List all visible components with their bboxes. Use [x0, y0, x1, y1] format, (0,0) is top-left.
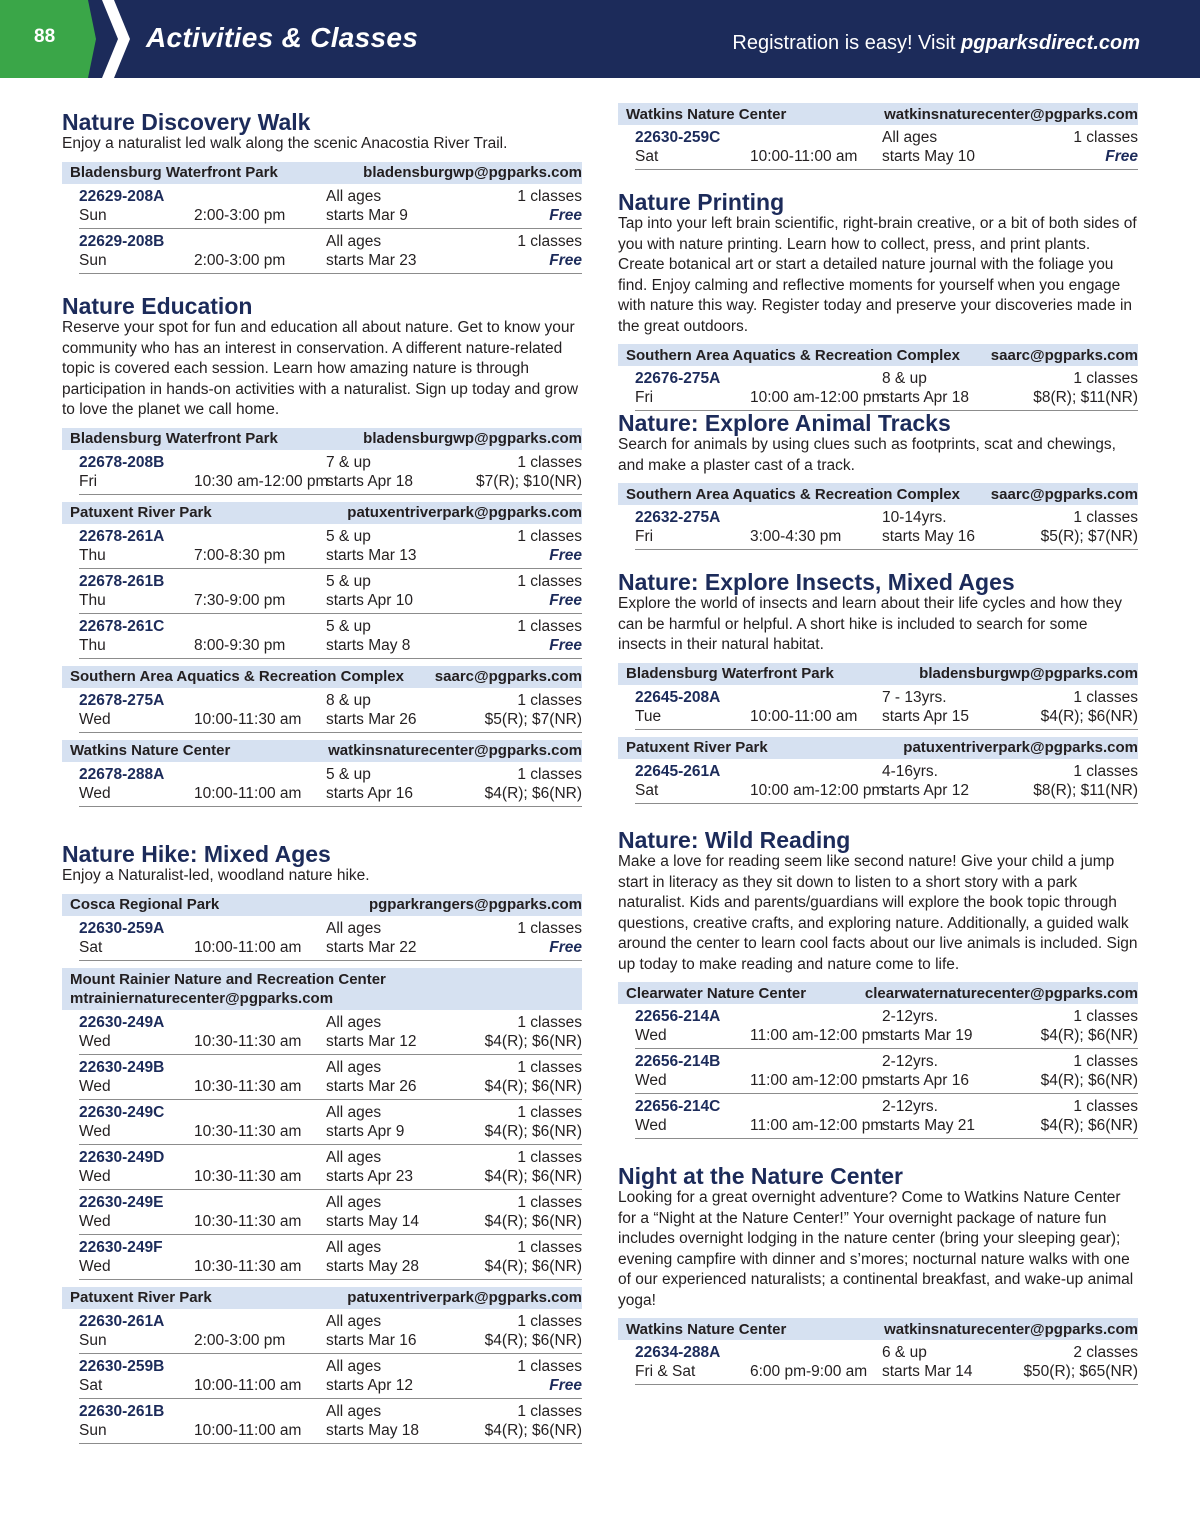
- class-row: [79, 524, 582, 569]
- class-count: 1 classes: [517, 691, 582, 709]
- class-count: 1 classes: [1073, 129, 1138, 146]
- course-code[interactable]: 22630-259B: [79, 1357, 165, 1375]
- class-count: 1 classes: [1073, 688, 1138, 706]
- course-code[interactable]: 22656-214B: [635, 1053, 721, 1070]
- age-range: All ages: [326, 919, 382, 937]
- class-count: 1 classes: [517, 1312, 582, 1330]
- class-time: 2:00-3:00 pm: [194, 1331, 286, 1349]
- course-code[interactable]: 22656-214C: [635, 1098, 721, 1115]
- class-day: Fri: [635, 528, 654, 545]
- start-date: starts May 16: [882, 528, 976, 545]
- class-time: 10:30-11:30 am: [194, 1122, 302, 1140]
- class-row: [635, 505, 1138, 550]
- class-day: Wed: [79, 1212, 111, 1230]
- class-count: 1 classes: [517, 1103, 582, 1121]
- start-date: starts Apr 12: [882, 781, 970, 799]
- class-row: [635, 366, 1138, 411]
- class-row: [79, 1309, 582, 1354]
- class-fee: $4(R); $6(NR): [484, 784, 582, 802]
- age-range: 5 & up: [326, 765, 371, 783]
- course-section: [62, 108, 582, 274]
- course-section: [62, 840, 582, 1444]
- start-date: starts May 10: [882, 148, 976, 165]
- class-row: [79, 916, 582, 961]
- class-count: 1 classes: [517, 1148, 582, 1166]
- course-code[interactable]: 22630-261B: [79, 1402, 165, 1420]
- class-fee: $7(R); $10(NR): [476, 472, 582, 490]
- class-count: 1 classes: [517, 1402, 582, 1420]
- class-time: 10:30-11:30 am: [194, 1257, 302, 1275]
- header-bar: [0, 0, 1200, 78]
- class-count: 1 classes: [517, 232, 582, 250]
- class-time: 3:00-4:30 pm: [750, 528, 842, 545]
- course-section: [618, 409, 1138, 550]
- class-row: [79, 450, 582, 495]
- age-range: 2-12yrs.: [882, 1053, 938, 1070]
- location-name: Southern Area Aquatics & Recreation Complex: [626, 485, 960, 503]
- location-email[interactable]: saarc@pgparks.com: [434, 668, 582, 685]
- registration-text: Registration is easy! Visit: [732, 32, 962, 54]
- class-row: [79, 1235, 582, 1280]
- class-count: 1 classes: [517, 187, 582, 205]
- location-header: [618, 737, 1138, 759]
- start-date: starts May 14: [326, 1212, 420, 1230]
- location-email[interactable]: saarc@pgparks.com: [990, 346, 1138, 364]
- course-code[interactable]: 22676-275A: [635, 370, 721, 387]
- class-time: 11:00 am-12:00 pm: [750, 1072, 884, 1089]
- start-date: starts Apr 18: [882, 389, 970, 406]
- class-count: 1 classes: [1073, 1008, 1138, 1025]
- location-name: Bladensburg Waterfront Park: [70, 430, 278, 447]
- class-time: 10:00-11:00 am: [750, 707, 858, 725]
- class-row: [79, 1145, 582, 1190]
- course-description: Reserve your spot for fun and education all about nature. Get to know your community who has an interest in conservation. A different nature-related topic is covered each session. Learn how amazing nature is through participation in hands-on activities with a naturalist. Sign up today and grow to love the planet we call home.: [62, 319, 579, 418]
- class-day: Wed: [79, 1077, 111, 1095]
- class-row: [79, 1055, 582, 1100]
- class-day: Sun: [79, 206, 107, 224]
- course-code[interactable]: 22630-259C: [635, 129, 721, 146]
- class-row: [635, 759, 1138, 804]
- course-title: Nature Hike: Mixed Ages: [62, 841, 331, 867]
- class-fee: Free: [549, 251, 582, 269]
- class-day: Thu: [79, 636, 106, 654]
- age-range: 7 - 13yrs.: [882, 688, 947, 706]
- location-name: Patuxent River Park: [626, 739, 768, 756]
- age-range: All ages: [326, 1357, 382, 1375]
- location-email[interactable]: saarc@pgparks.com: [990, 485, 1138, 503]
- course-code[interactable]: 22634-288A: [635, 1344, 721, 1361]
- course-title: Night at the Nature Center: [618, 1163, 903, 1189]
- start-date: starts Apr 23: [326, 1167, 414, 1185]
- start-date: starts Apr 9: [326, 1122, 405, 1140]
- course-code[interactable]: 22678-261C: [79, 617, 165, 635]
- start-date: starts May 18: [326, 1421, 420, 1439]
- location-header: [62, 428, 582, 450]
- class-count: 1 classes: [517, 572, 582, 590]
- class-fee: Free: [549, 1376, 582, 1394]
- class-day: Thu: [79, 591, 106, 609]
- class-count: 1 classes: [517, 453, 582, 471]
- location-header: [618, 1318, 1138, 1340]
- class-count: 1 classes: [517, 919, 582, 937]
- class-day: Sun: [79, 1421, 107, 1439]
- class-count: 1 classes: [1073, 762, 1138, 780]
- location-email[interactable]: patuxentriverpark@pgparks.com: [347, 1289, 582, 1306]
- class-count: 1 classes: [1073, 1053, 1138, 1070]
- location-email[interactable]: pgparkrangers@pgparks.com: [368, 896, 582, 913]
- course-section: [618, 1162, 1138, 1385]
- age-range: 6 & up: [882, 1344, 927, 1361]
- class-fee: $4(R); $6(NR): [1040, 1072, 1138, 1089]
- course-code[interactable]: 22630-261A: [79, 1312, 165, 1330]
- course-section: [618, 188, 1138, 411]
- class-row: [79, 762, 582, 807]
- course-description: Search for animals by using clues such as footprints, scat and chewings, and make a plaster cast of a track.: [618, 436, 1116, 474]
- start-date: starts Mar 22: [326, 938, 417, 956]
- class-fee: $4(R); $6(NR): [1040, 1117, 1138, 1134]
- course-code[interactable]: 22630-249A: [79, 1013, 165, 1031]
- location-header: [62, 968, 582, 1010]
- class-fee: $4(R); $6(NR): [484, 1122, 582, 1140]
- location-name: Southern Area Aquatics & Recreation Complex: [626, 346, 960, 364]
- course-code[interactable]: 22629-208B: [79, 232, 165, 250]
- class-time: 6:00 pm-9:00 am: [750, 1363, 868, 1380]
- course-code[interactable]: 22630-249C: [79, 1103, 165, 1121]
- class-fee: $4(R); $6(NR): [484, 1167, 582, 1185]
- course-code[interactable]: 22630-249E: [79, 1193, 164, 1211]
- class-row: [79, 229, 582, 274]
- class-row: [635, 685, 1138, 730]
- class-time: 10:00 am-12:00 pm: [750, 389, 885, 406]
- class-time: 10:30 am-12:00 pm: [194, 472, 329, 490]
- class-row: [79, 1100, 582, 1145]
- start-date: starts Apr 10: [326, 591, 414, 609]
- location-email[interactable]: watkinsnaturecenter@pgparks.com: [884, 105, 1138, 123]
- location-email[interactable]: mtrainiernaturecenter@pgparks.com: [70, 989, 334, 1007]
- course-code[interactable]: 22678-275A: [79, 691, 165, 709]
- location-name: Mount Rainier Nature and Recreation Center: [70, 970, 386, 988]
- class-day: Fri: [79, 472, 98, 490]
- class-count: 1 classes: [1073, 370, 1138, 387]
- age-range: All ages: [326, 1402, 382, 1420]
- page-number: 88: [34, 26, 56, 47]
- location-header: [618, 663, 1138, 685]
- age-range: 4-16yrs.: [882, 762, 938, 780]
- location-name: Watkins Nature Center: [70, 742, 231, 759]
- class-day: Sat: [79, 938, 103, 956]
- location-email[interactable]: watkinsnaturecenter@pgparks.com: [884, 1320, 1138, 1338]
- start-date: starts Mar 13: [326, 546, 417, 564]
- course-code[interactable]: 22645-261A: [635, 762, 721, 780]
- class-day: Tue: [635, 707, 662, 725]
- location-name: Cosca Regional Park: [70, 896, 220, 913]
- start-date: starts Mar 9: [326, 206, 408, 224]
- location-email[interactable]: bladensburgwp@pgparks.com: [919, 665, 1138, 682]
- age-range: All ages: [326, 232, 382, 250]
- class-row: [635, 1004, 1138, 1049]
- class-time: 10:00-11:30 am: [194, 710, 302, 728]
- class-fee: Free: [549, 938, 582, 956]
- age-range: All ages: [326, 1148, 382, 1166]
- class-fee: $50(R); $65(NR): [1023, 1363, 1138, 1380]
- location-name: Clearwater Nature Center: [626, 984, 807, 1002]
- class-fee: Free: [549, 206, 582, 224]
- class-fee: $4(R); $6(NR): [484, 1331, 582, 1349]
- course-title: Nature Printing: [618, 189, 785, 215]
- class-row: [635, 1094, 1138, 1139]
- location-name: Bladensburg Waterfront Park: [70, 164, 278, 181]
- class-time: 10:00-11:00 am: [194, 784, 302, 802]
- registration-note: [732, 32, 1140, 55]
- course-title: Nature: Explore Animal Tracks: [618, 410, 951, 436]
- location-header: [62, 740, 582, 762]
- age-range: 5 & up: [326, 617, 371, 635]
- age-range: All ages: [882, 129, 938, 146]
- class-time: 10:00-11:00 am: [194, 1421, 302, 1439]
- class-day: Wed: [79, 1032, 111, 1050]
- course-section: [62, 292, 582, 807]
- location-header: [618, 103, 1138, 125]
- course-section: [618, 826, 1138, 1139]
- class-day: Wed: [79, 1122, 111, 1140]
- course-description: Make a love for reading seem like second nature! Give your child a jump start in literacy as they sit down to listen to a short story with a park naturalist. Kids and parents/guardians will explore the book topic through questions, creative crafts, and exploring nature. Additionally, a guided walk around the center to learn cool facts about our live animals is included. Sign up today to make reading and nature come to life.: [618, 853, 1138, 973]
- course-code[interactable]: 22678-288A: [79, 765, 165, 783]
- age-range: 5 & up: [326, 527, 371, 545]
- class-count: 1 classes: [517, 765, 582, 783]
- class-fee: Free: [549, 591, 582, 609]
- course-code[interactable]: 22678-261A: [79, 527, 165, 545]
- class-day: Wed: [635, 1027, 667, 1044]
- class-count: 1 classes: [1073, 1098, 1138, 1115]
- class-fee: $5(R); $7(NR): [1040, 528, 1138, 545]
- class-fee: $4(R); $6(NR): [484, 1212, 582, 1230]
- age-range: All ages: [326, 187, 382, 205]
- class-count: 1 classes: [1073, 509, 1138, 526]
- course-description: Tap into your left brain scientific, right-brain creative, or a bit of both sides of you with nature printing. Learn how to collect, press, and print plants. Create botanical art or start a detailed nature journal with the foliage you find. Enjoy calming and reflective moments for yourself when you engage with nature this way. Register today and preserve your discoveries made in the great outdoors.: [618, 215, 1137, 335]
- start-date: starts Apr 12: [326, 1376, 414, 1394]
- course-code[interactable]: 22678-261B: [79, 572, 165, 590]
- class-day: Sat: [79, 1376, 103, 1394]
- age-range: 8 & up: [326, 691, 371, 709]
- class-fee: Free: [549, 546, 582, 564]
- age-range: 5 & up: [326, 572, 371, 590]
- class-time: 8:00-9:30 pm: [194, 636, 286, 654]
- class-row: [79, 1399, 582, 1444]
- class-time: 11:00 am-12:00 pm: [750, 1117, 884, 1134]
- class-day: Wed: [635, 1117, 667, 1134]
- location-name: Bladensburg Waterfront Park: [626, 665, 834, 682]
- start-date: starts Mar 23: [326, 251, 417, 269]
- location-email[interactable]: clearwaternaturecenter@pgparks.com: [864, 984, 1138, 1002]
- course-code[interactable]: 22630-249F: [79, 1238, 163, 1256]
- location-email[interactable]: patuxentriverpark@pgparks.com: [347, 504, 582, 521]
- class-count: 1 classes: [517, 1238, 582, 1256]
- course-title: Nature: Explore Insects, Mixed Ages: [618, 569, 1015, 595]
- class-fee: $4(R); $6(NR): [1040, 707, 1138, 725]
- location-email[interactable]: patuxentriverpark@pgparks.com: [903, 739, 1138, 756]
- age-range: All ages: [326, 1013, 382, 1031]
- course-code[interactable]: 22678-208B: [79, 453, 165, 471]
- course-section: [618, 103, 1138, 170]
- class-count: 1 classes: [517, 1058, 582, 1076]
- class-fee: $4(R); $6(NR): [484, 1257, 582, 1275]
- age-range: All ages: [326, 1193, 382, 1211]
- start-date: starts Apr 16: [882, 1072, 970, 1089]
- course-description: Enjoy a Naturalist-led, woodland nature hike.: [62, 867, 370, 884]
- class-day: Sun: [79, 1331, 107, 1349]
- start-date: starts Mar 12: [326, 1032, 417, 1050]
- location-header: [618, 982, 1138, 1004]
- class-count: 1 classes: [517, 527, 582, 545]
- start-date: starts Mar 26: [326, 710, 417, 728]
- course-code[interactable]: 22632-275A: [635, 509, 721, 526]
- location-header: [62, 502, 582, 524]
- class-count: 1 classes: [517, 1357, 582, 1375]
- class-time: 7:30-9:00 pm: [194, 591, 286, 609]
- class-time: 10:00-11:00 am: [194, 938, 302, 956]
- location-name: Watkins Nature Center: [626, 1320, 787, 1338]
- class-row: [79, 1190, 582, 1235]
- course-section: [618, 568, 1138, 804]
- course-code[interactable]: 22630-249B: [79, 1058, 165, 1076]
- age-range: All ages: [326, 1312, 382, 1330]
- class-row: [79, 1010, 582, 1055]
- location-email[interactable]: watkinsnaturecenter@pgparks.com: [328, 742, 582, 759]
- start-date: starts Mar 16: [326, 1331, 417, 1349]
- course-code[interactable]: 22656-214A: [635, 1008, 721, 1025]
- class-fee: Free: [1105, 148, 1138, 165]
- class-fee: $8(R); $11(NR): [1033, 389, 1138, 406]
- course-title: Nature: Wild Reading: [618, 827, 851, 853]
- start-date: starts Mar 14: [882, 1363, 973, 1380]
- location-email[interactable]: bladensburgwp@pgparks.com: [363, 164, 582, 181]
- class-row: [79, 614, 582, 659]
- class-time: 10:30-11:30 am: [194, 1167, 302, 1185]
- registration-link[interactable]: pgparksdirect.com: [961, 32, 1140, 54]
- start-date: starts May 8: [326, 636, 411, 654]
- class-time: 2:00-3:00 pm: [194, 251, 286, 269]
- class-count: 2 classes: [1073, 1344, 1138, 1361]
- class-count: 1 classes: [517, 1193, 582, 1211]
- class-fee: $8(R); $11(NR): [1033, 781, 1138, 799]
- class-time: 2:00-3:00 pm: [194, 206, 286, 224]
- section-title: Activities & Classes: [146, 22, 419, 53]
- class-time: 10:00-11:00 am: [194, 1376, 302, 1394]
- class-fee: $4(R); $6(NR): [484, 1077, 582, 1095]
- class-time: 10:30-11:30 am: [194, 1032, 302, 1050]
- class-time: 10:30-11:30 am: [194, 1077, 302, 1095]
- class-row: [79, 184, 582, 229]
- class-day: Wed: [79, 1167, 111, 1185]
- age-range: 2-12yrs.: [882, 1008, 938, 1025]
- age-range: 8 & up: [882, 370, 927, 387]
- class-day: Wed: [79, 784, 111, 802]
- class-day: Sun: [79, 251, 107, 269]
- class-day: Wed: [79, 710, 111, 728]
- location-header: [618, 344, 1138, 366]
- course-code[interactable]: 22645-208A: [635, 688, 721, 706]
- location-name: Southern Area Aquatics & Recreation Complex: [70, 668, 404, 685]
- class-count: 1 classes: [517, 1013, 582, 1031]
- start-date: starts Apr 18: [326, 472, 414, 490]
- class-fee: $4(R); $6(NR): [484, 1421, 582, 1439]
- class-row: [79, 688, 582, 733]
- location-header: [62, 666, 582, 688]
- location-header: [618, 483, 1138, 505]
- course-code[interactable]: 22630-259A: [79, 919, 165, 937]
- location-header: [62, 894, 582, 916]
- class-time: 11:00 am-12:00 pm: [750, 1027, 884, 1044]
- age-range: 2-12yrs.: [882, 1098, 938, 1115]
- location-name: Patuxent River Park: [70, 1289, 212, 1306]
- class-fee: Free: [549, 636, 582, 654]
- start-date: starts Mar 19: [882, 1027, 973, 1044]
- class-row: [635, 1340, 1138, 1385]
- class-time: 10:30-11:30 am: [194, 1212, 302, 1230]
- class-time: 10:00-11:00 am: [750, 148, 858, 165]
- start-date: starts Apr 16: [326, 784, 414, 802]
- age-range: All ages: [326, 1058, 382, 1076]
- class-day: Fri: [635, 389, 654, 406]
- class-row: [635, 1049, 1138, 1094]
- course-code[interactable]: 22629-208A: [79, 187, 165, 205]
- age-range: All ages: [326, 1238, 382, 1256]
- course-description: Explore the world of insects and learn about their life cycles and how they can be harmful or helpful. A short hike is included to search for some insects in their natural habitat.: [618, 595, 1123, 653]
- class-day: Wed: [79, 1257, 111, 1275]
- class-row: [635, 125, 1138, 170]
- class-fee: $4(R); $6(NR): [484, 1032, 582, 1050]
- location-header: [62, 162, 582, 184]
- class-row: [79, 569, 582, 614]
- class-day: Sat: [635, 781, 659, 799]
- class-count: 1 classes: [517, 617, 582, 635]
- class-time: 7:00-8:30 pm: [194, 546, 286, 564]
- age-range: 10-14yrs.: [882, 509, 947, 526]
- class-fee: $4(R); $6(NR): [1040, 1027, 1138, 1044]
- start-date: starts May 21: [882, 1117, 976, 1134]
- course-description: Looking for a great overnight adventure? Come to Watkins Nature Center for a “Night at the Nature Center!” Your overnight package of nature fun includes overnight lodging in the nature center (bring your sleeping gear); evening campfire with dinner and s’mores; nocturnal nature walks with one of our experienced naturalists; a continental breakfast, and wake-up animal yoga!: [618, 1189, 1134, 1309]
- class-time: 10:00 am-12:00 pm: [750, 781, 885, 799]
- course-code[interactable]: 22630-249D: [79, 1148, 165, 1166]
- age-range: 7 & up: [326, 453, 371, 471]
- start-date: starts Mar 26: [326, 1077, 417, 1095]
- location-email[interactable]: bladensburgwp@pgparks.com: [363, 430, 582, 447]
- age-range: All ages: [326, 1103, 382, 1121]
- class-day: Sat: [635, 148, 659, 165]
- class-row: [79, 1354, 582, 1399]
- class-day: Thu: [79, 546, 106, 564]
- start-date: starts May 28: [326, 1257, 420, 1275]
- start-date: starts Apr 15: [882, 707, 970, 725]
- class-day: Wed: [635, 1072, 667, 1089]
- class-day: Fri & Sat: [635, 1363, 696, 1380]
- class-fee: $5(R); $7(NR): [484, 710, 582, 728]
- course-description: Enjoy a naturalist led walk along the scenic Anacostia River Trail.: [62, 135, 508, 152]
- location-name: Patuxent River Park: [70, 504, 212, 521]
- location-name: Watkins Nature Center: [626, 105, 787, 123]
- course-title: Nature Discovery Walk: [62, 109, 311, 135]
- course-title: Nature Education: [62, 293, 253, 319]
- location-header: [62, 1287, 582, 1309]
